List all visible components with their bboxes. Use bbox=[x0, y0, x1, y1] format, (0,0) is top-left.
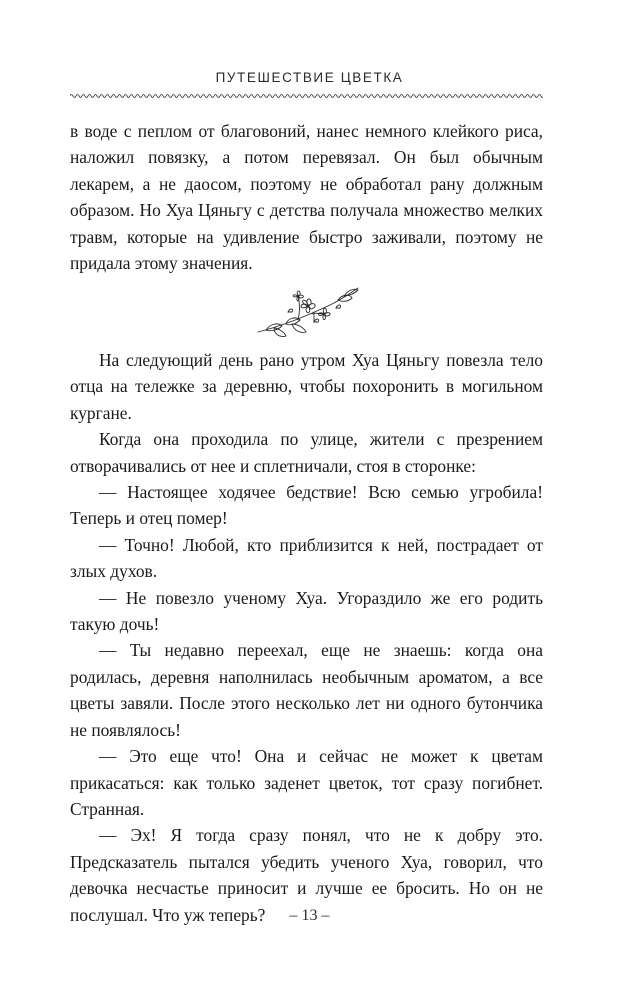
text-block-main bbox=[70, 347, 543, 928]
floral-ornament-icon bbox=[252, 282, 364, 340]
wavy-rule-divider bbox=[70, 92, 543, 100]
running-header: ПУТЕШЕСТВИЕ ЦВЕТКА bbox=[215, 70, 404, 85]
page-number: – 13 – bbox=[289, 907, 330, 924]
paragraph-narrative: Когда она проходила по улице, жители с презрением отворачивались от нее и сплетничали, стоя в сторонке: bbox=[70, 429, 543, 476]
text-block-top bbox=[70, 118, 543, 276]
paragraph-dialogue: — Это еще что! Она и сейчас не может к цветам прикасаться: как только заденет цветок, тот сразу погибнет. Странная. bbox=[70, 746, 543, 819]
paragraph-dialogue: — Ты недавно переехал, еще не знаешь: когда она родилась, деревня наполнилась необычным ароматом, а все цветы завяли. После этого несколько лет ни одного бутончика не появлялось! bbox=[70, 640, 543, 740]
paragraph-narrative: На следующий день рано утром Хуа Цяньгу повезла тело отца на тележке за деревню, чтобы похоронить в могильном кургане. bbox=[70, 350, 543, 423]
paragraph-dialogue: — Не повезло ученому Хуа. Угораздило же его родить такую дочь! bbox=[70, 587, 543, 635]
paragraph-dialogue: — Точно! Любой, кто приблизится к ней, пострадает от злых духов. bbox=[70, 534, 543, 582]
paragraph-dialogue: — Эх! Я тогда сразу понял, что не к добру это. Предсказатель пытался убедить ученого Хуа, говорил, что девочка несчастье приносит и лучше ее бросить. Но он не послушал. Что уж теперь? bbox=[70, 825, 543, 925]
paragraph-dialogue: — Настоящее ходячее бедствие! Всю семью угробила! Теперь и отец помер! bbox=[70, 482, 543, 529]
paragraph-continued: в воде с пеплом от благовоний, нанес немного клейкого риса, наложил повязку, а потом перевязал. Он был обычным лекарем, а не даосом, поэтому не обработал рану должным образом. Но Хуа Цяньгу с детства получала множество мелких травм, которые на удивление быстро заживали, поэтому не придала этому значения. bbox=[70, 121, 543, 274]
